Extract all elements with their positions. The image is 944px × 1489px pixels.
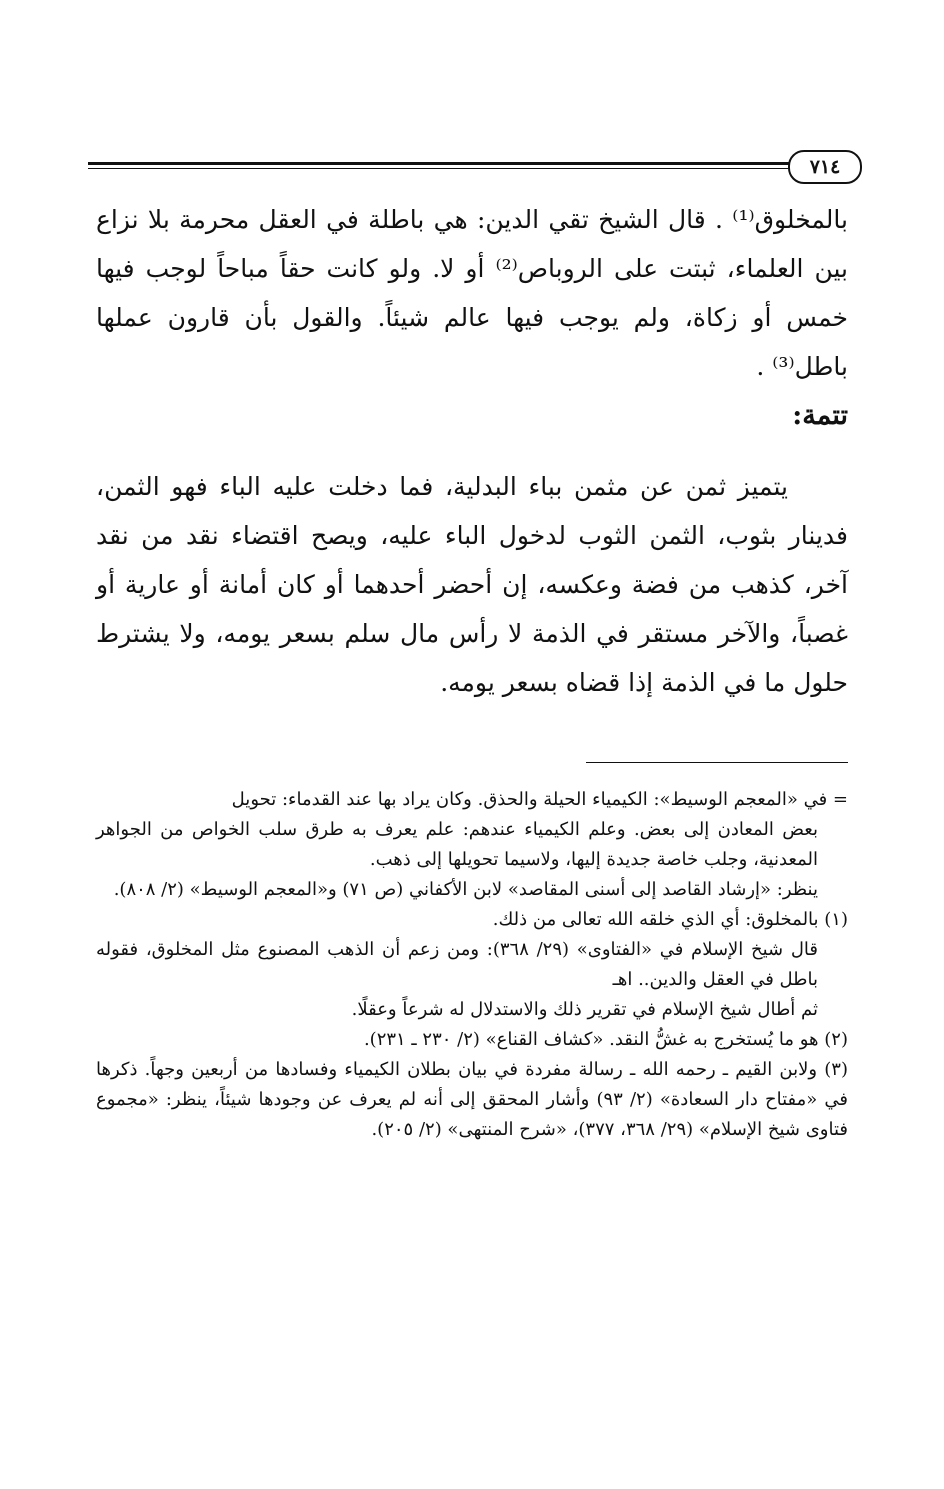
header-rule-thin	[88, 168, 792, 169]
page-header	[88, 150, 862, 190]
footnote-3: (٣) ولابن القيم ـ رحمه الله ـ رسالة مفردة في بيان بطلان الكيمياء وفسادها من أربعين وجهاً. ذكرها في «مفتاح دار السعادة» (٢/ ٩٣) وأشار المحقق إلى أنه لم يعرف عن وجودها شيئاً، ينظر: «مجموع فتاوى شيخ الإسلام» (٢٩/ ٣٦٨، ٣٧٧)، «شرح المنتهى» (٢/ ٢٠٥).	[96, 1059, 848, 1140]
footnote-1-quote: قال شيخ الإسلام في «الفتاوى» (٢٩/ ٣٦٨): ومن زعم أن الذهب المصنوع مثل المخلوق، فقوله باطل في العقل والدين.. اهـ	[96, 939, 818, 990]
footnote-1: (١) بالمخلوق: أي الذي خلقه الله تعالى من ذلك.	[492, 909, 848, 930]
header-rule	[88, 162, 792, 165]
main-paragraph-2: يتميز ثمن عن مثمن بباء البدلية، فما دخلت عليه الباء فهو الثمن، فدينار بثوب، الثمن الثوب لدخول الباء عليه، ويصح اقتضاء نقد من نقد آخر، كذهب من فضة وعكسه، إن أحضر أحدهما أو كان أمانة أو عارية أو غصباً، والآخر مستقر في الذمة لا رأس مال سلم بسعر يومه، ولا يشترط حلول ما في الذمة إذا قضاه بسعر يومه.	[96, 472, 848, 697]
section-heading: تتمة:	[792, 400, 848, 431]
page-number-badge: ٧١٤	[788, 150, 862, 184]
footnote-continuation-body: بعض المعادن إلى بعض. وعلم الكيمياء عندهم: علم يعرف به طرق سلب الخواص من الجواهر المعدنية، وجلب خاصة جديدة إليها، ولاسيما تحويلها إلى ذهب.	[96, 819, 818, 870]
main-paragraph-1: بالمخلوق⁽¹⁾ . قال الشيخ تقي الدين: هي باطلة في العقل محرمة بلا نزاع بين العلماء، ثبتت على الروباص⁽²⁾ أو لا. ولو كانت حقاً مباحاً لوجب فيها خمس أو زكاة، ولم يوجب فيها عالم شيئاً. والقول بأن قارون عملها باطل⁽³⁾ .	[96, 205, 848, 381]
footnote-separator	[586, 762, 848, 763]
footnote-continuation-line: = في «المعجم الوسيط»: الكيمياء الحيلة والحذق. وكان يراد بها عند القدماء: تحويل	[231, 789, 848, 810]
footnotes-block	[96, 785, 848, 1145]
footnote-1-note: ثم أطال شيخ الإسلام في تقرير ذلك والاستدلال له شرعاً وعقلًا.	[351, 999, 818, 1020]
footnote-2: (٢) هو ما يُستخرج به غشُّ النقد. «كشاف القناع» (٢/ ٢٣٠ ـ ٢٣١).	[363, 1029, 848, 1050]
footnote-continuation-source: ينظر: «إرشاد القاصد إلى أسنى المقاصد» لابن الأكفاني (ص ٧١) و«المعجم الوسيط» (٢/ ٨٠٨).	[113, 879, 818, 900]
